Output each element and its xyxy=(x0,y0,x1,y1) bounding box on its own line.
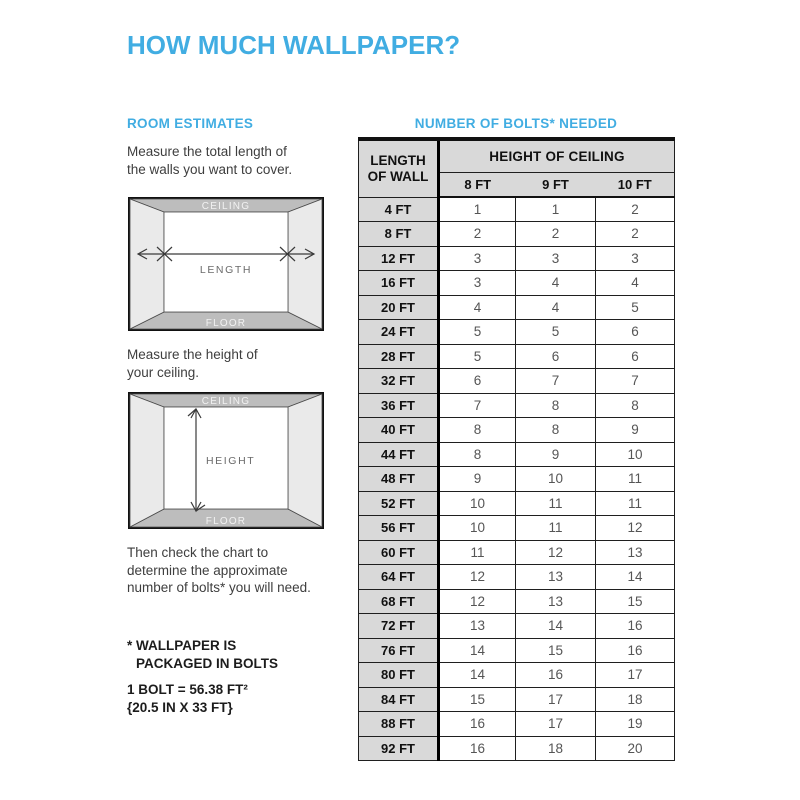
bolt-count-cell: 11 xyxy=(439,540,516,565)
bolt-count-cell: 6 xyxy=(596,320,675,345)
bolt-count-cell: 18 xyxy=(516,736,596,761)
length-of-wall-header-line: OF WALL xyxy=(367,168,429,184)
wall-length-cell: 8 FT xyxy=(359,222,439,247)
bolts-table xyxy=(358,137,675,761)
table-row xyxy=(359,687,675,712)
back-wall-face xyxy=(164,212,288,312)
table-row xyxy=(359,295,675,320)
wall-length-cell: 68 FT xyxy=(359,589,439,614)
wall-length-cell: 92 FT xyxy=(359,736,439,761)
wall-length-cell: 4 FT xyxy=(359,197,439,222)
length-of-wall-header xyxy=(359,139,439,197)
table-row xyxy=(359,614,675,639)
bolt-count-cell: 10 xyxy=(596,442,675,467)
bolt-count-cell: 17 xyxy=(516,712,596,737)
wall-length-cell: 76 FT xyxy=(359,638,439,663)
room-length-diagram xyxy=(128,197,324,331)
ceiling-10ft-header: 10 FT xyxy=(596,172,675,197)
bolt-count-cell: 5 xyxy=(439,320,516,345)
table-row xyxy=(359,320,675,345)
bolt-count-cell: 3 xyxy=(596,246,675,271)
right-wall-face xyxy=(288,394,322,527)
bolt-count-cell: 1 xyxy=(516,197,596,222)
wall-length-cell: 44 FT xyxy=(359,442,439,467)
wallpaper-footnote xyxy=(127,637,278,672)
wall-length-cell: 80 FT xyxy=(359,663,439,688)
table-row xyxy=(359,589,675,614)
bolt-count-cell: 15 xyxy=(439,687,516,712)
bolt-table-body xyxy=(359,197,675,761)
bolt-count-cell: 8 xyxy=(516,418,596,443)
bolt-count-cell: 11 xyxy=(596,491,675,516)
footnote-line: * WALLPAPER IS xyxy=(127,638,237,653)
wall-length-cell: 32 FT xyxy=(359,369,439,394)
instruction-check-chart xyxy=(127,544,311,597)
bolt-count-cell: 7 xyxy=(439,393,516,418)
page-title: HOW MUCH WALLPAPER? xyxy=(127,30,461,60)
bolt-count-cell: 16 xyxy=(439,712,516,737)
bolt-count-cell: 7 xyxy=(596,369,675,394)
footnote-line: PACKAGED IN BOLTS xyxy=(136,655,279,671)
right-wall-face xyxy=(288,199,322,329)
bolt-count-cell: 11 xyxy=(516,491,596,516)
bolt-count-cell: 5 xyxy=(516,320,596,345)
bolt-count-cell: 16 xyxy=(596,638,675,663)
floor-label: FLOOR xyxy=(205,318,247,329)
wall-length-cell: 52 FT xyxy=(359,491,439,516)
bolt-count-cell: 9 xyxy=(439,467,516,492)
wall-length-cell: 64 FT xyxy=(359,565,439,590)
ceiling-8ft-header: 8 FT xyxy=(439,172,516,197)
table-row xyxy=(359,197,675,222)
bolt-count-cell: 15 xyxy=(596,589,675,614)
table-row xyxy=(359,467,675,492)
instruction-line: Measure the height of xyxy=(127,347,258,362)
bolt-count-cell: 4 xyxy=(596,271,675,296)
bolt-count-cell: 8 xyxy=(439,418,516,443)
wall-length-cell: 28 FT xyxy=(359,344,439,369)
wall-length-cell: 20 FT xyxy=(359,295,439,320)
length-of-wall-header-line: LENGTH xyxy=(370,152,426,168)
bolt-count-cell: 4 xyxy=(516,271,596,296)
instruction-line: determine the approximate xyxy=(127,562,288,578)
floor-label: FLOOR xyxy=(205,516,247,527)
table-row xyxy=(359,418,675,443)
table-row xyxy=(359,271,675,296)
bolt-count-cell: 12 xyxy=(516,540,596,565)
bolt-count-cell: 2 xyxy=(596,222,675,247)
wall-length-cell: 88 FT xyxy=(359,712,439,737)
bolt-count-cell: 13 xyxy=(596,540,675,565)
table-row xyxy=(359,491,675,516)
bolt-count-cell: 16 xyxy=(516,663,596,688)
bolt-count-cell: 18 xyxy=(596,687,675,712)
table-row xyxy=(359,393,675,418)
bolt-count-cell: 7 xyxy=(516,369,596,394)
table-row xyxy=(359,736,675,761)
wall-length-cell: 84 FT xyxy=(359,687,439,712)
table-row xyxy=(359,442,675,467)
wall-length-cell: 60 FT xyxy=(359,540,439,565)
bolt-count-cell: 10 xyxy=(439,516,516,541)
bolt-count-cell: 14 xyxy=(439,663,516,688)
table-row xyxy=(359,344,675,369)
bolt-count-cell: 14 xyxy=(516,614,596,639)
table-row xyxy=(359,712,675,737)
table-row xyxy=(359,540,675,565)
left-wall-face xyxy=(130,394,164,527)
bolt-count-cell: 6 xyxy=(596,344,675,369)
bolt-count-cell: 10 xyxy=(516,467,596,492)
bolt-count-cell: 20 xyxy=(596,736,675,761)
bolt-count-cell: 3 xyxy=(516,246,596,271)
bolt-count-cell: 9 xyxy=(516,442,596,467)
bolt-count-cell: 12 xyxy=(596,516,675,541)
bolt-count-cell: 2 xyxy=(439,222,516,247)
bolt-count-cell: 16 xyxy=(439,736,516,761)
bolt-count-cell: 13 xyxy=(439,614,516,639)
bolt-count-cell: 17 xyxy=(596,663,675,688)
instruction-measure-height xyxy=(127,346,258,381)
ceiling-label: CEILING xyxy=(201,201,251,212)
bolt-size-info xyxy=(127,681,248,716)
wall-length-cell: 12 FT xyxy=(359,246,439,271)
wall-length-cell: 48 FT xyxy=(359,467,439,492)
wall-length-cell: 72 FT xyxy=(359,614,439,639)
bolt-count-cell: 3 xyxy=(439,246,516,271)
instruction-line: Measure the total length of xyxy=(127,144,287,159)
bolt-count-cell: 4 xyxy=(516,295,596,320)
instruction-line: your ceiling. xyxy=(127,364,200,380)
ceiling-9ft-header: 9 FT xyxy=(516,172,596,197)
room-estimates-heading: ROOM ESTIMATES xyxy=(127,116,254,131)
room-height-diagram xyxy=(128,392,324,529)
table-row xyxy=(359,663,675,688)
ceiling-label: CEILING xyxy=(201,396,251,407)
bolt-count-cell: 13 xyxy=(516,565,596,590)
bolt-count-cell: 4 xyxy=(439,295,516,320)
table-row xyxy=(359,516,675,541)
wall-length-cell: 40 FT xyxy=(359,418,439,443)
bolt-count-cell: 12 xyxy=(439,565,516,590)
wall-length-cell: 56 FT xyxy=(359,516,439,541)
bolt-count-cell: 10 xyxy=(439,491,516,516)
bolt-count-cell: 1 xyxy=(439,197,516,222)
bolt-count-cell: 9 xyxy=(596,418,675,443)
bolt-count-cell: 15 xyxy=(516,638,596,663)
instruction-line: Then check the chart to xyxy=(127,545,269,560)
bolt-count-cell: 8 xyxy=(596,393,675,418)
bolt-count-cell: 8 xyxy=(516,393,596,418)
bolt-count-cell: 6 xyxy=(439,369,516,394)
bolt-count-cell: 8 xyxy=(439,442,516,467)
height-label: HEIGHT xyxy=(206,455,256,467)
bolt-count-cell: 5 xyxy=(439,344,516,369)
wall-length-cell: 16 FT xyxy=(359,271,439,296)
bolt-count-cell: 13 xyxy=(516,589,596,614)
bolt-info-line: 1 BOLT = 56.38 FT² xyxy=(127,682,248,697)
wall-length-cell: 36 FT xyxy=(359,393,439,418)
bolt-info-line: {20.5 IN X 33 FT} xyxy=(127,699,233,715)
bolt-count-cell: 5 xyxy=(596,295,675,320)
wall-length-cell: 24 FT xyxy=(359,320,439,345)
table-row xyxy=(359,246,675,271)
bolt-count-cell: 12 xyxy=(439,589,516,614)
table-row xyxy=(359,565,675,590)
bolt-count-cell: 11 xyxy=(596,467,675,492)
table-row xyxy=(359,369,675,394)
bolt-count-cell: 19 xyxy=(596,712,675,737)
table-row xyxy=(359,638,675,663)
left-wall-face xyxy=(130,199,164,329)
bolt-count-cell: 14 xyxy=(596,565,675,590)
bolt-count-cell: 11 xyxy=(516,516,596,541)
instruction-line: the walls you want to cover. xyxy=(127,161,293,177)
instruction-measure-length xyxy=(127,143,292,178)
height-of-ceiling-header: HEIGHT OF CEILING xyxy=(439,139,675,172)
bolts-needed-heading: NUMBER OF BOLTS* NEEDED xyxy=(414,116,618,131)
bolt-count-cell: 2 xyxy=(516,222,596,247)
bolt-count-cell: 17 xyxy=(516,687,596,712)
bolt-count-cell: 16 xyxy=(596,614,675,639)
bolt-count-cell: 14 xyxy=(439,638,516,663)
length-label: LENGTH xyxy=(199,264,253,276)
bolt-count-cell: 2 xyxy=(596,197,675,222)
bolt-count-cell: 6 xyxy=(516,344,596,369)
table-row xyxy=(359,222,675,247)
bolt-count-cell: 3 xyxy=(439,271,516,296)
instruction-line: number of bolts* you will need. xyxy=(127,580,311,595)
